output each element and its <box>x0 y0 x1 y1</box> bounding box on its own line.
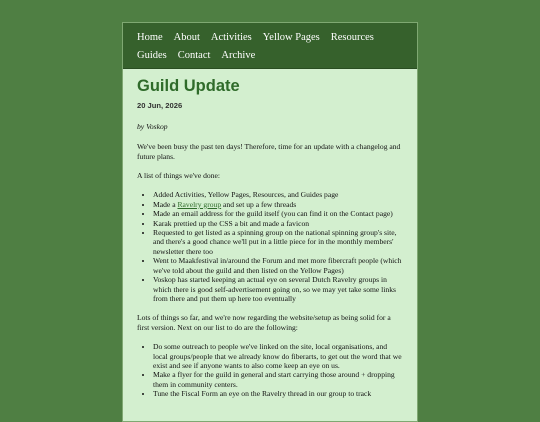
list-item: • Make a flyer for the guild in general and start carrying those around + dropping them in community centers. <box>153 370 403 389</box>
nav-activities[interactable]: Activities <box>210 32 252 43</box>
list-item: • Tune the Fiscal Form an eye on the Ravelry thread in our group to track <box>153 389 403 398</box>
done-heading: A list of things we've done: <box>137 171 220 181</box>
top-navigation <box>123 23 417 69</box>
nav-archive[interactable]: Archive <box>221 50 256 61</box>
todo-list <box>137 342 403 398</box>
list-item-text: Made a <box>153 199 178 209</box>
nav-guides[interactable]: Guides <box>137 50 167 61</box>
nav-yellow-pages[interactable]: Yellow Pages <box>262 32 320 43</box>
list-item: • Voskop has started keeping an actual eye on several Dutch Ravelry groups in which there is good self-advertisement going on, so we may yet take some links from there and put them up here too eventually <box>153 275 403 303</box>
nav-home[interactable]: Home <box>137 32 163 43</box>
list-item: • Requested to get listed as a spinning group on the national spinning group's site, and there's a good chance we'll put in a little piece for in the monthly members' newsletter there too <box>153 228 403 256</box>
done-list <box>137 190 403 303</box>
list-item: • Went to Maakfestival in/around the Forum and met more fibercraft people (which we've told about the guild and then listed on the Yellow Pages) <box>153 256 403 275</box>
post-intro: We've been busy the past ten days! Therefore, time for an update with a changelog and future plans. <box>137 142 401 161</box>
main-panel <box>122 22 418 422</box>
post-author: by Voskop <box>137 121 168 131</box>
post-summary: Lots of things so far, and we're now regarding the website/setup as being solid for a first version. Next on our list to do are the following: <box>137 313 391 332</box>
list-item <box>153 200 403 209</box>
list-item: • Do some outreach to people we've linked on the site, local organisations, and local groups/people that we already know do fiberarts, to get out the word that we exist and see if anyone wants to also come keep an eye on us. <box>153 342 403 370</box>
list-item: • Karak prettied up the CSS a bit and made a favicon <box>153 219 403 228</box>
ravelry-group-link[interactable]: Ravelry group <box>177 199 222 209</box>
post-date: 20 Jun, 2026 <box>137 101 183 111</box>
list-item-text: and set up a few threads <box>221 199 297 209</box>
nav-resources[interactable]: Resources <box>330 32 374 43</box>
nav-contact[interactable]: Contact <box>177 50 211 61</box>
post-title: Guild Update <box>137 77 240 95</box>
list-item: • Made an email address for the guild itself (you can find it on the Contact page) <box>153 209 403 218</box>
list-item: • Added Activities, Yellow Pages, Resources, and Guides page <box>153 190 403 199</box>
nav-about[interactable]: About <box>173 32 200 43</box>
post-content <box>123 69 417 399</box>
